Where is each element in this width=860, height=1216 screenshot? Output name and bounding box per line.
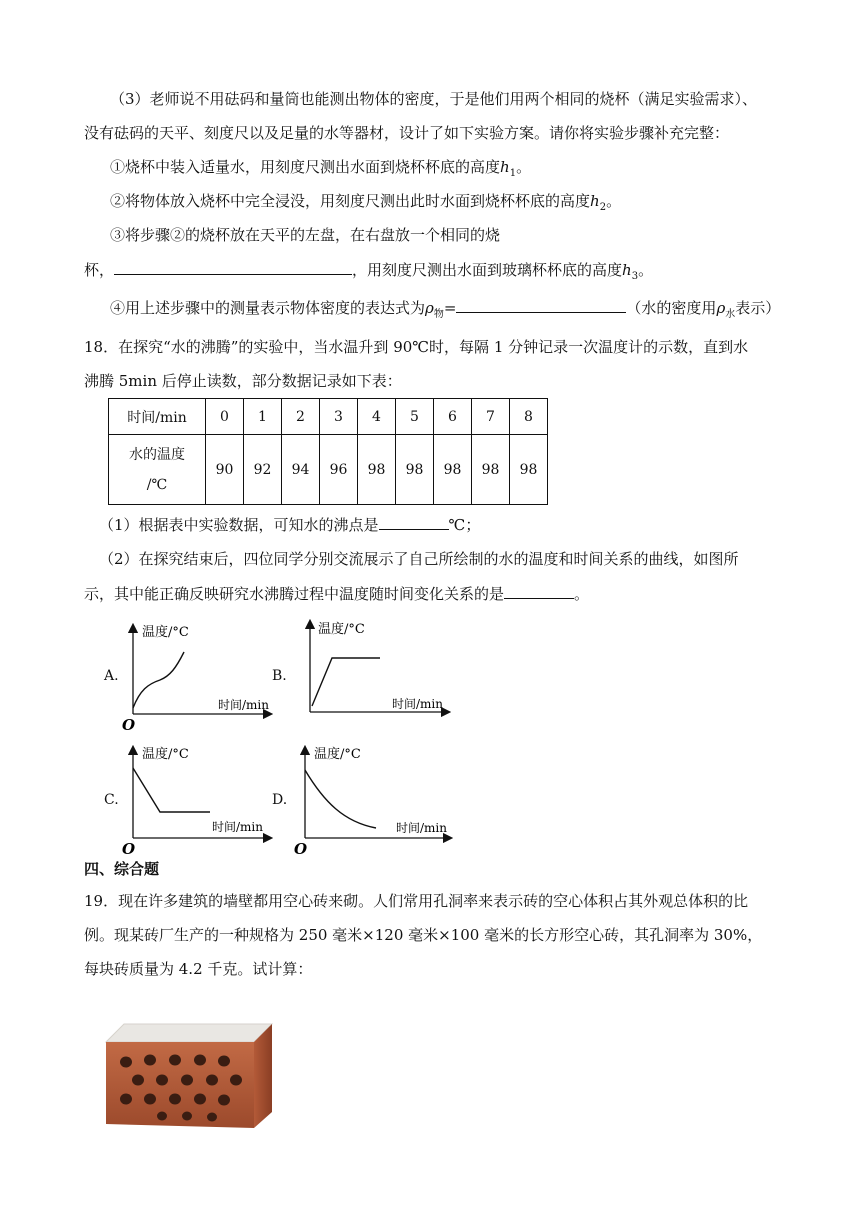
table-cell: 94 [282,435,320,505]
q18-sub1-answer-blank[interactable] [379,513,449,530]
q17-step3-period: 。 [638,261,654,279]
table-cell: 98 [358,435,396,505]
q17-step1-text: ①烧杯中装入适量水，用刻度尺测出水面到烧杯杯底的高度 [110,158,501,176]
table-cell: 98 [396,435,434,505]
table-cell: 0 [206,399,244,435]
option-d-label[interactable]: D. [272,792,288,808]
graph-d-xlabel: 时间/min [396,821,447,835]
q17-step1-var: h [500,158,510,176]
q18-sub2-line2-post: 。 [574,585,590,603]
q17-intro-line1: （3）老师说不用砝码和量筒也能测出物体的密度，于是他们用两个相同的烧杯（满足实验需求）、 [110,90,758,108]
graph-d-curve [305,770,376,828]
q17-step2-var: h [590,192,600,210]
q17-step4-answer-blank[interactable] [456,296,626,313]
table-cell: 90 [206,435,244,505]
graph-a-curve [133,652,184,708]
q19-line1: 19．现在许多建筑的墙壁都用空心砖来砌。人们常用孔洞率来表示砖的空心体积占其外观总体积的比 [84,892,749,910]
q17-step3b-pre: 杯， [84,261,115,279]
section-title: 四、综合题 [84,860,160,878]
graph-c[interactable] [118,742,278,862]
graph-c-ylabel: 温度/°C [142,747,189,762]
q17-step3-answer-blank[interactable] [114,258,352,275]
q17-step1-sub: 1 [509,168,517,179]
table-row-time [109,399,548,435]
q17-step4 [110,296,780,326]
table-cell: 7 [472,399,510,435]
q17-rho-symbol: ρ [425,299,434,317]
table-cell: 4 [358,399,396,435]
q18-sub2-line2-pre: 示，其中能正确反映研究水沸腾过程中温度随时间变化关系的是 [84,585,505,603]
table-cell: 1 [244,399,282,435]
table-cell: 6 [434,399,472,435]
q18-sub2-line2 [84,582,589,605]
q18-sub1-pre: （1）根据表中实验数据，可知水的沸点是 [99,516,379,534]
graph-d-ylabel: 温度/°C [314,747,361,762]
q18-sub1-post: ℃； [448,516,481,534]
q17-step2-sub: 2 [599,202,607,213]
hollow-brick-image [100,1020,280,1144]
q17-step1 [110,156,531,185]
q17-step4-eq: = [443,299,457,317]
table-cell: 3 [320,399,358,435]
table-header-temp-line2: /℃ [146,476,168,493]
q18-line1: 18．在探究“水的沸腾”的实验中，当水温升到 90℃时，每隔 1 分钟记录一次温度计的示数，直到水 [84,338,749,356]
table-cell: 92 [244,435,282,505]
graph-b-ylabel: 温度/°C [318,622,365,637]
graph-a-ylabel: 温度/°C [142,625,189,640]
graph-a-xlabel: 时间/min [218,698,269,712]
table-cell: 5 [396,399,434,435]
graph-d-origin: O [294,840,308,858]
q18-sub1 [99,513,480,536]
option-b-label[interactable]: B. [272,668,287,684]
q19-line3: 每块砖质量为 4.2 千克。试计算： [84,960,313,978]
q19-line2: 例。现某砖厂生产的一种规格为 250 毫米×120 毫米×100 毫米的长方形空心砖，其孔洞率为 30%， [84,926,763,944]
graph-a[interactable] [118,618,278,738]
q18-line2: 沸腾 5min 后停止读数，部分数据记录如下表： [84,372,402,390]
table-cell: 98 [472,435,510,505]
graph-b[interactable] [296,616,456,736]
table-header-time: 时间/min [109,399,206,435]
q17-step3-var: h [622,261,632,279]
q17-step3a: ③将步骤②的烧杯放在天平的左盘，在右盘放一个相同的烧 [110,226,501,244]
q17-rho-sub: 物 [433,309,444,320]
q17-step3b-post: ，用刻度尺测出水面到玻璃杯杯底的高度 [352,261,623,279]
q17-step2-period: 。 [606,192,622,210]
q17-step4-pre: ④用上述步骤中的测量表示物体密度的表达式为 [110,299,426,317]
q17-step4-end: 表示） [735,299,781,317]
option-c-label[interactable]: C. [104,792,119,808]
q17-rho-water-sub: 水 [725,309,736,320]
graph-c-curve [133,768,210,812]
table-cell: 8 [510,399,548,435]
q17-step1-period: 。 [516,158,532,176]
graph-c-xlabel: 时间/min [212,820,263,834]
table-cell: 2 [282,399,320,435]
q18-sub2-answer-blank[interactable] [504,582,574,599]
option-a-label[interactable]: A. [104,668,119,684]
table-cell: 98 [434,435,472,505]
graph-a-origin: O [122,716,136,734]
q17-rho-water-symbol: ρ [716,299,726,317]
table-row-temperature [109,435,548,505]
graph-b-curve [312,658,380,706]
table-header-temperature [109,435,206,505]
q18-data-table [108,398,548,505]
table-header-temp-line1: 水的温度 [129,446,185,463]
q17-step3-sub: 3 [631,271,639,282]
q17-intro-line2: 没有砝码的天平、刻度尺以及足量的水等器材，设计了如下实验方案。请你将实验步骤补充完整： [84,124,730,142]
q17-step3b [84,258,653,288]
graph-c-origin: O [122,840,136,858]
graph-d[interactable] [290,742,456,862]
graph-b-xlabel: 时间/min [392,697,443,711]
q17-step4-post: （水的密度用 [626,299,717,317]
table-cell: 98 [510,435,548,505]
q17-step2 [110,190,621,219]
q17-step2-text: ②将物体放入烧杯中完全浸没，用刻度尺测出此时水面到烧杯杯底的高度 [110,192,591,210]
table-cell: 96 [320,435,358,505]
q18-sub2-line1: （2）在探究结束后，四位同学分别交流展示了自己所绘制的水的温度和时间关系的曲线，如图所 [99,550,739,568]
